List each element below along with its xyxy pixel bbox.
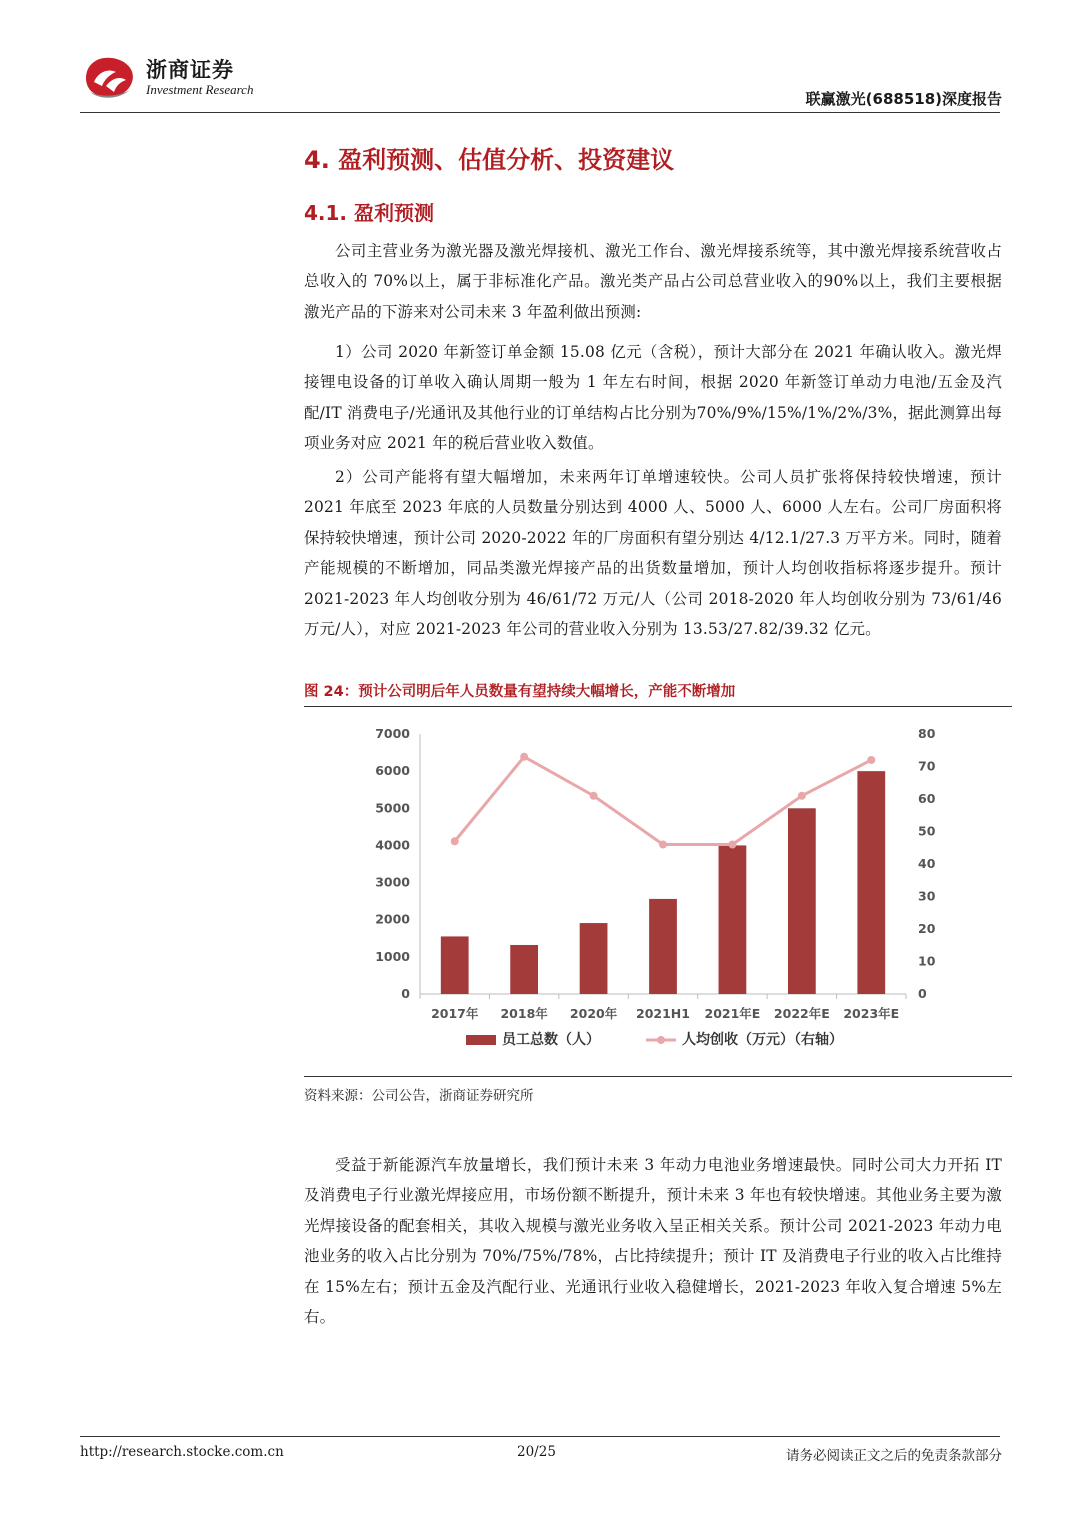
legend-label-bar: 员工总数（人） bbox=[502, 1032, 600, 1048]
x-tick-label: 2020年 bbox=[569, 1006, 618, 1021]
x-tick-label: 2022年E bbox=[773, 1006, 830, 1021]
right-tick-label: 20 bbox=[918, 921, 936, 936]
left-tick-label: 4000 bbox=[375, 837, 410, 853]
bar-staff bbox=[719, 845, 747, 994]
right-tick-label: 40 bbox=[918, 856, 936, 871]
x-tick-label: 2021H1 bbox=[636, 1006, 690, 1021]
x-tick-label: 2023年E bbox=[843, 1006, 900, 1021]
right-tick-label: 80 bbox=[918, 726, 936, 741]
line-point bbox=[728, 841, 736, 849]
left-tick-label: 5000 bbox=[375, 800, 410, 816]
left-tick-label: 2000 bbox=[375, 911, 410, 927]
x-tick-label: 2021年E bbox=[704, 1006, 761, 1021]
paragraph-business-overview: 公司主营业务为激光器及激光焊接机、激光工作台、激光焊接系统等，其中激光焊接系统营收占总收入的 70%以上，属于非标准化产品。激光类产品占公司总营业收入的90%以上，我们主要根据激光产品的下游来对公司未来 3 年盈利做出预测: bbox=[304, 242, 1002, 321]
disclaimer-note: 请务必阅读正文之后的免责条款部分 bbox=[786, 1448, 1002, 1464]
line-point bbox=[798, 792, 806, 800]
left-tick-label: 6000 bbox=[375, 763, 410, 779]
left-axis-ticks bbox=[375, 726, 410, 1001]
left-tick-label: 1000 bbox=[375, 948, 410, 964]
paragraph-segment-forecast: 受益于新能源汽车放量增长，我们预计未来 3 年动力电池业务增速最快。同时公司大力开拓 IT 及消费电子行业激光焊接应用，市场份额不断提升，预计未来 3 年也有较快增速。其他业务主要为激光焊接设备的配套相关，其收入规模与激光业务收入呈正相关关系。预计公司 2021-2023 年动力电池业务的收入占比分别为 70%/75%/78%，占比持续提升；预计 IT 及消费电子行业的收入占比维持在 15%左右；预计五金及汽配行业、光通讯行业收入稳健增长，2021-2023 年收入复合增速 5%左右。 bbox=[304, 1156, 1002, 1327]
page-number: 20/25 bbox=[517, 1444, 556, 1460]
legend-swatch-point bbox=[657, 1036, 665, 1044]
footer-divider bbox=[80, 1436, 1000, 1437]
figure-top-divider bbox=[304, 706, 1012, 707]
right-tick-label: 50 bbox=[918, 823, 936, 839]
legend-label-line: 人均创收（万元）（右轴） bbox=[682, 1032, 843, 1048]
bar-staff bbox=[580, 923, 608, 994]
section-heading: 4. 盈利预测、估值分析、投资建议 bbox=[304, 146, 675, 174]
logo-mark-icon bbox=[80, 52, 140, 102]
report-title: 联赢激光(688518)深度报告 bbox=[805, 90, 1002, 108]
subsection-heading: 4.1. 盈利预测 bbox=[304, 201, 434, 225]
logo-name: 浙商证券 bbox=[146, 58, 234, 82]
legend-swatch-bar bbox=[466, 1035, 496, 1045]
left-tick-label: 7000 bbox=[375, 726, 410, 741]
figure-caption: 图 24：预计公司明后年人员数量有望持续大幅增长，产能不断增加 bbox=[304, 684, 736, 700]
left-tick-label: 0 bbox=[401, 986, 410, 1001]
right-tick-label: 60 bbox=[918, 791, 936, 806]
figure-source: 资料来源：公司公告，浙商证券研究所 bbox=[304, 1088, 534, 1104]
staff-revenue-chart bbox=[304, 710, 1012, 1072]
bar-staff bbox=[441, 936, 469, 994]
line-point bbox=[867, 756, 875, 764]
right-tick-label: 30 bbox=[918, 888, 936, 904]
bar-staff bbox=[788, 808, 816, 994]
footer-url: http://research.stocke.com.cn bbox=[80, 1444, 284, 1460]
line-point bbox=[520, 753, 528, 761]
x-tick-label: 2018年 bbox=[500, 1006, 548, 1021]
line-point bbox=[590, 792, 598, 800]
company-logo bbox=[80, 52, 280, 102]
right-axis-ticks bbox=[918, 726, 936, 1001]
right-tick-label: 10 bbox=[918, 953, 936, 969]
chart-legend bbox=[466, 1031, 843, 1048]
right-tick-label: 0 bbox=[918, 986, 927, 1001]
bar-staff bbox=[649, 899, 677, 994]
header-divider bbox=[80, 112, 1000, 113]
line-point bbox=[659, 841, 667, 849]
figure-bottom-divider bbox=[304, 1076, 1012, 1077]
bar-staff bbox=[857, 771, 885, 994]
paragraph-orders: 1）公司 2020 年新签订单金额 15.08 亿元（含税），预计大部分在 2021 年确认收入。激光焊接锂电设备的订单收入确认周期一般为 1 年左右时间，根据 2020 年新签订单动力电池/五金及汽配/IT 消费电子/光通讯及其他行业的订单结构占比分别为70%/9%/15%/1%/2%/3%，据此测算出每项业务对应 2021 年的税后营业收入数值。 bbox=[304, 343, 1002, 453]
left-tick-label: 3000 bbox=[375, 874, 410, 890]
line-point bbox=[451, 837, 459, 845]
right-tick-label: 70 bbox=[918, 758, 936, 774]
bar-staff bbox=[510, 945, 538, 994]
x-axis-ticks bbox=[431, 1006, 899, 1021]
x-tick-label: 2017年 bbox=[431, 1006, 479, 1021]
chart-bars bbox=[441, 771, 885, 994]
paragraph-capacity: 2）公司产能将有望大幅增加，未来两年订单增速较快。公司人员扩张将保持较快增速，预计 2021 年底至 2023 年底的人员数量分别达到 4000 人、5000 人、6000 人左右。公司厂房面积将保持较快增速，预计公司 2020-2022 年的厂房面积有望分别达 4/12.1/27.3 万平方米。同时，随着产能规模的不断增加，同品类激光焊接产品的出货数量增加，预计人均创收指标将逐步提升。预计 2021-2023 年人均创收分别为 46/61/72 万元/人（公司 2018-2020 年人均创收分别为 73/61/46 万元/人），对应 2021-2023 年公司的营业收入分别为 13.53/27.82/39.32 亿元。 bbox=[304, 468, 1002, 639]
logo-subtitle: Investment Research bbox=[146, 82, 254, 97]
